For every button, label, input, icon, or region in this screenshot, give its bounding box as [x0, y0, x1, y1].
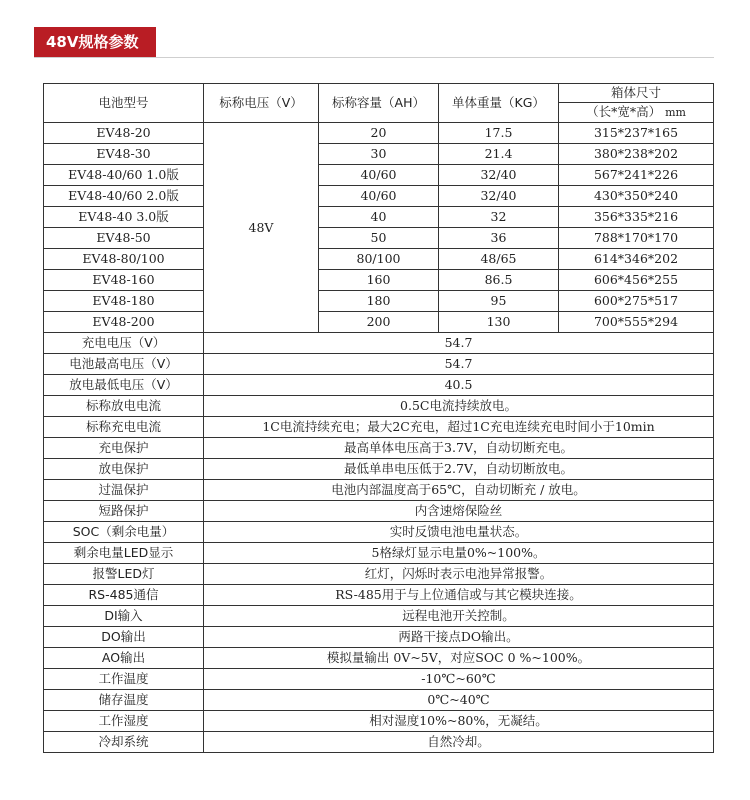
spec-row — [44, 648, 714, 669]
size-cell: 380*238*202 — [559, 144, 714, 165]
spec-label: 标称充电电流 — [44, 417, 204, 438]
spec-value: 40.5 — [204, 375, 714, 396]
model-row — [44, 249, 714, 270]
header-size-unit: mm — [665, 106, 686, 119]
spec-row — [44, 396, 714, 417]
spec-value: 电池内部温度高于65℃，自动切断充 / 放电。 — [204, 480, 714, 501]
model-name-cell: EV48-40/60 1.0版 — [44, 165, 204, 186]
spec-value: 0.5C电流持续放电。 — [204, 396, 714, 417]
spec-row — [44, 606, 714, 627]
spec-label: 放电最低电压（V） — [44, 375, 204, 396]
spec-label: SOC（剩余电量） — [44, 522, 204, 543]
header-capacity: 标称容量（AH） — [319, 84, 439, 123]
spec-label: 储存温度 — [44, 690, 204, 711]
spec-row — [44, 690, 714, 711]
model-row — [44, 123, 714, 144]
spec-value: 实时反馈电池电量状态。 — [204, 522, 714, 543]
capacity-cell: 180 — [319, 291, 439, 312]
header-size-dims: （长*宽*高） — [586, 104, 662, 119]
capacity-cell: 40/60 — [319, 165, 439, 186]
model-row — [44, 144, 714, 165]
size-cell: 356*335*216 — [559, 207, 714, 228]
spec-row — [44, 333, 714, 354]
spec-value: 内含速熔保险丝 — [204, 501, 714, 522]
capacity-cell: 50 — [319, 228, 439, 249]
spec-row — [44, 459, 714, 480]
spec-value: -10℃~60℃ — [204, 669, 714, 690]
weight-cell: 32 — [439, 207, 559, 228]
spec-value: 最低单串电压低于2.7V，自动切断放电。 — [204, 459, 714, 480]
size-cell: 600*275*517 — [559, 291, 714, 312]
spec-label: 充电保护 — [44, 438, 204, 459]
capacity-cell: 30 — [319, 144, 439, 165]
size-cell: 430*350*240 — [559, 186, 714, 207]
spec-row — [44, 711, 714, 732]
weight-cell: 48/65 — [439, 249, 559, 270]
table-header-row — [44, 84, 714, 103]
model-name-cell: EV48-80/100 — [44, 249, 204, 270]
spec-value: 0℃~40℃ — [204, 690, 714, 711]
spec-label: 工作温度 — [44, 669, 204, 690]
spec-value: 自然冷却。 — [204, 732, 714, 753]
capacity-cell: 20 — [319, 123, 439, 144]
spec-row — [44, 627, 714, 648]
size-cell: 315*237*165 — [559, 123, 714, 144]
spec-label: 冷却系统 — [44, 732, 204, 753]
spec-label: 充电电压（V） — [44, 333, 204, 354]
spec-row — [44, 522, 714, 543]
weight-cell: 17.5 — [439, 123, 559, 144]
spec-row — [44, 669, 714, 690]
spec-value: 模拟量输出 0V~5V，对应SOC 0 %~100%。 — [204, 648, 714, 669]
spec-value: 54.7 — [204, 354, 714, 375]
weight-cell: 95 — [439, 291, 559, 312]
weight-cell: 86.5 — [439, 270, 559, 291]
spec-label: AO输出 — [44, 648, 204, 669]
size-cell: 614*346*202 — [559, 249, 714, 270]
spec-row — [44, 375, 714, 396]
spec-label: DI输入 — [44, 606, 204, 627]
spec-value: 54.7 — [204, 333, 714, 354]
spec-label: 过温保护 — [44, 480, 204, 501]
spec-row — [44, 501, 714, 522]
model-name-cell: EV48-50 — [44, 228, 204, 249]
model-name-cell: EV48-40 3.0版 — [44, 207, 204, 228]
title-divider — [34, 57, 714, 58]
model-name-cell: EV48-200 — [44, 312, 204, 333]
spec-label: 标称放电电流 — [44, 396, 204, 417]
spec-value: 相对湿度10%~80%，无凝结。 — [204, 711, 714, 732]
capacity-cell: 200 — [319, 312, 439, 333]
spec-row — [44, 354, 714, 375]
spec-row — [44, 732, 714, 753]
model-row — [44, 270, 714, 291]
model-row — [44, 186, 714, 207]
header-size: 箱体尺寸 — [559, 84, 714, 103]
weight-cell: 36 — [439, 228, 559, 249]
spec-row — [44, 417, 714, 438]
size-cell: 606*456*255 — [559, 270, 714, 291]
model-name-cell: EV48-40/60 2.0版 — [44, 186, 204, 207]
nominal-voltage-cell: 48V — [204, 123, 319, 333]
spec-value: 最高单体电压高于3.7V，自动切断充电。 — [204, 438, 714, 459]
capacity-cell: 40/60 — [319, 186, 439, 207]
spec-table — [43, 83, 714, 753]
spec-label: 剩余电量LED显示 — [44, 543, 204, 564]
header-voltage: 标称电压（V） — [204, 84, 319, 123]
spec-row — [44, 543, 714, 564]
capacity-cell: 80/100 — [319, 249, 439, 270]
model-row — [44, 207, 714, 228]
spec-label: DO输出 — [44, 627, 204, 648]
spec-label: 报警LED灯 — [44, 564, 204, 585]
spec-row — [44, 480, 714, 501]
spec-value: 红灯，闪烁时表示电池异常报警。 — [204, 564, 714, 585]
section-title: 48V规格参数 — [46, 33, 139, 51]
spec-label: RS-485通信 — [44, 585, 204, 606]
header-model: 电池型号 — [44, 84, 204, 123]
spec-value: 5格绿灯显示电量0%~100%。 — [204, 543, 714, 564]
size-cell: 700*555*294 — [559, 312, 714, 333]
weight-cell: 32/40 — [439, 165, 559, 186]
weight-cell: 130 — [439, 312, 559, 333]
spec-label: 工作湿度 — [44, 711, 204, 732]
model-row — [44, 228, 714, 249]
weight-cell: 32/40 — [439, 186, 559, 207]
spec-value: 远程电池开关控制。 — [204, 606, 714, 627]
size-cell: 788*170*170 — [559, 228, 714, 249]
capacity-cell: 40 — [319, 207, 439, 228]
header-weight: 单体重量（KG） — [439, 84, 559, 123]
model-name-cell: EV48-20 — [44, 123, 204, 144]
model-name-cell: EV48-160 — [44, 270, 204, 291]
spec-value: 两路干接点DO输出。 — [204, 627, 714, 648]
section-title-badge — [34, 27, 156, 58]
spec-value: RS-485用于与上位通信或与其它模块连接。 — [204, 585, 714, 606]
spec-value: 1C电流持续充电；最大2C充电，超过1C充电连续充电时间小于10min — [204, 417, 714, 438]
size-cell: 567*241*226 — [559, 165, 714, 186]
spec-label: 电池最高电压（V） — [44, 354, 204, 375]
spec-label: 短路保护 — [44, 501, 204, 522]
spec-row — [44, 564, 714, 585]
capacity-cell: 160 — [319, 270, 439, 291]
model-row — [44, 312, 714, 333]
model-name-cell: EV48-180 — [44, 291, 204, 312]
weight-cell: 21.4 — [439, 144, 559, 165]
header-size-sub — [559, 103, 714, 123]
model-row — [44, 291, 714, 312]
spec-row — [44, 438, 714, 459]
spec-row — [44, 585, 714, 606]
spec-label: 放电保护 — [44, 459, 204, 480]
model-row — [44, 165, 714, 186]
model-name-cell: EV48-30 — [44, 144, 204, 165]
